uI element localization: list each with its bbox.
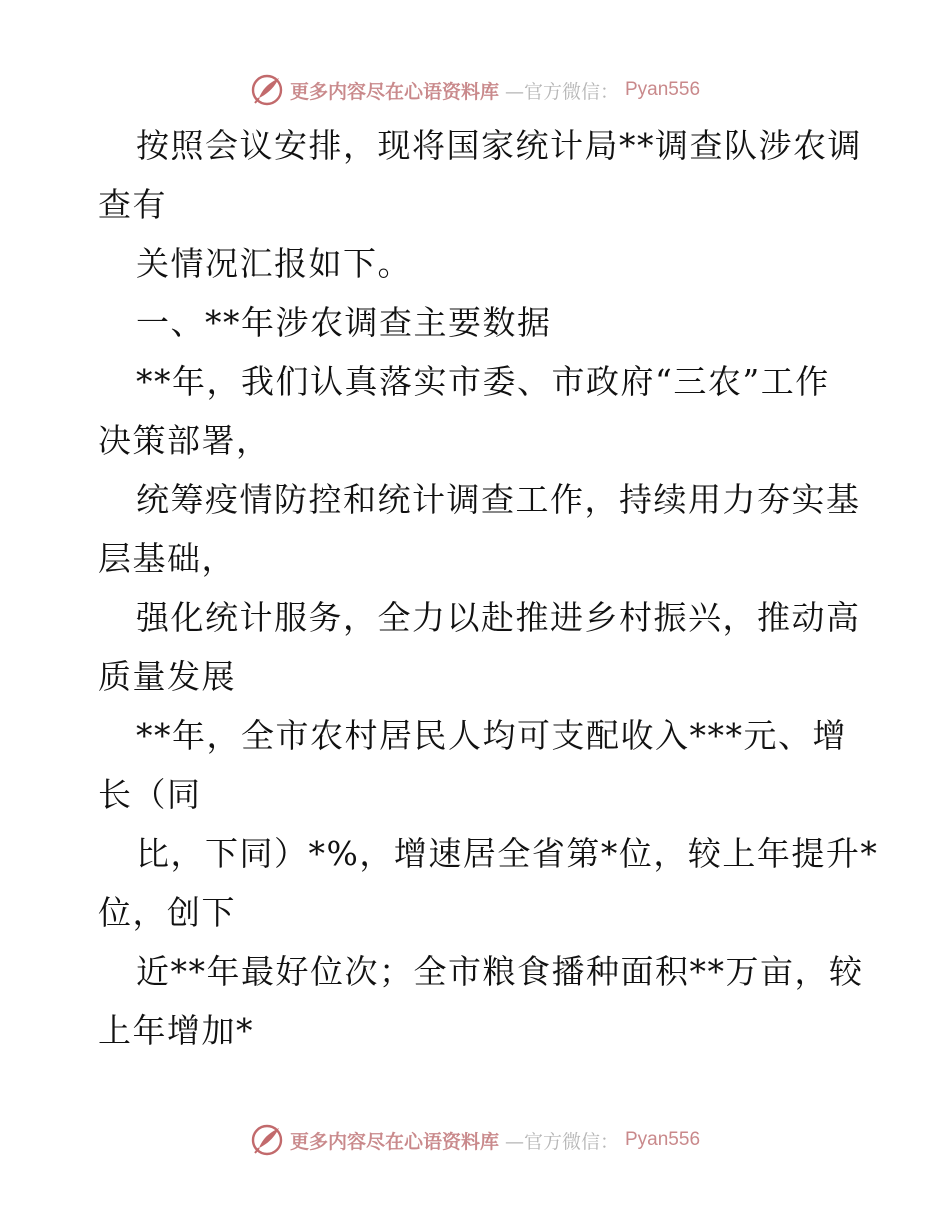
paragraph-line: 层基础，	[98, 539, 236, 578]
paragraph-line: 质量发展	[98, 657, 236, 696]
quill-logo-icon	[250, 73, 284, 107]
section-heading: 一、**年涉农调查主要数据	[136, 303, 552, 342]
paragraph-line: 长（同	[98, 775, 202, 814]
paragraph-line: 强化统计服务，全力以赴推进乡村振兴，推动高	[136, 598, 861, 637]
document-body	[98, 116, 879, 1060]
watermark-text: 更多内容尽在心语资料库	[289, 1130, 499, 1153]
page-footer-watermark	[0, 1120, 950, 1160]
paragraph-line: 关情况汇报如下。	[136, 244, 412, 283]
watermark-wechat-id: Pyan556	[625, 79, 701, 100]
paragraph-line: **年，我们认真落实市委、市政府“三农”工作	[136, 362, 830, 401]
paragraph-line: 统筹疫情防控和统计调查工作，持续用力夯实基	[136, 480, 861, 519]
watermark-separator: —官方微信：	[504, 80, 619, 103]
paragraph-line: 按照会议安排，现将国家统计局**调查队涉农调	[136, 126, 862, 165]
watermark-separator: —官方微信：	[504, 1130, 619, 1153]
paragraph-line: 位，创下	[98, 893, 236, 932]
page-header-watermark	[0, 70, 950, 110]
paragraph-line: 上年增加*	[98, 1011, 254, 1050]
watermark-wechat-id: Pyan556	[625, 1129, 701, 1150]
paragraph-line: 决策部署，	[98, 421, 271, 460]
paragraph-line: 查有	[98, 185, 167, 224]
paragraph-line: **年，全市农村居民人均可支配收入***元、增	[136, 716, 847, 755]
watermark-text: 更多内容尽在心语资料库	[289, 80, 499, 103]
quill-logo-icon	[250, 1123, 284, 1157]
paragraph-line: 近**年最好位次；全市粮食播种面积**万亩，较	[136, 952, 864, 991]
paragraph-line: 比，下同）*%，增速居全省第*位，较上年提升*	[136, 834, 879, 873]
